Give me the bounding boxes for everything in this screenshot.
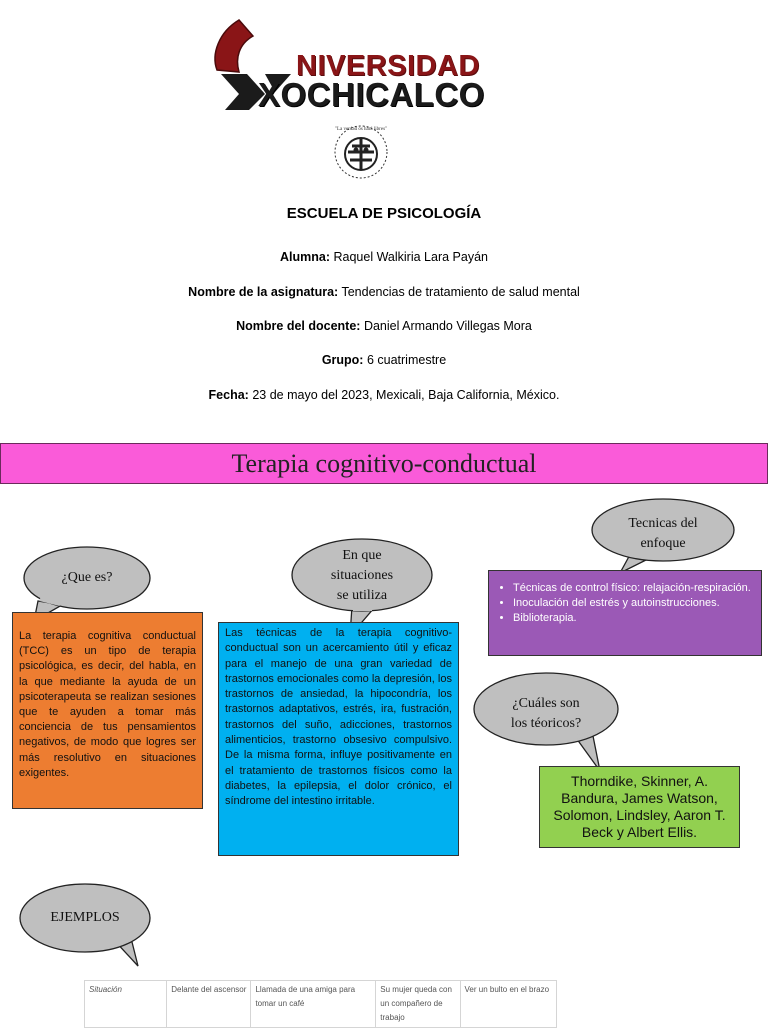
bubble-teoricos-line1: ¿Cuáles son (512, 696, 580, 711)
student-value: Raquel Walkiria Lara Payán (333, 250, 488, 264)
group-line (0, 353, 768, 367)
teacher-label: Nombre del docente: (236, 319, 361, 333)
techniques-box (488, 570, 762, 656)
table-cell: Situación (85, 981, 167, 1028)
table-cell: Su mujer queda con un compañero de trabajo (376, 981, 460, 1028)
bubble-tecnicas-line2: enfoque (640, 536, 686, 551)
page-title-banner: Terapia cognitivo-conductual (0, 443, 768, 484)
teacher-value: Daniel Armando Villegas Mora (363, 319, 532, 333)
examples-table (84, 980, 557, 1028)
bubble-tecnicas-line1: Tecnicas del (628, 516, 698, 531)
table-cell: Delante del ascensor (167, 981, 251, 1028)
subject-value: Tendencias de tratamiento de salud mental (341, 285, 580, 299)
school-title: ESCUELA DE PSICOLOGÍA (286, 205, 482, 222)
techniques-list (497, 581, 753, 626)
bubble-que-es-text: ¿Que es? (61, 570, 113, 585)
teacher-line (0, 319, 768, 333)
table-cell: Ver un bulto en el brazo (460, 981, 556, 1028)
date-line (0, 388, 768, 402)
subject-label: Nombre de la asignatura: (188, 285, 339, 299)
subject-line (0, 285, 768, 299)
definition-box: La terapia cognitiva conductual (TCC) es un tipo de terapia psicológica, es decir, del habla, en la que mediante la ayuda de un psicoterapeuta se realizan sesiones que te ayuden a tomar más conciencia de tus pensamientos negativos, de modo que logres ser más resolutivo en situaciones exigentes. (12, 612, 203, 809)
group-value: 6 cuatrimestre (366, 353, 447, 367)
table-row (85, 981, 557, 1028)
theorists-box: Thorndike, Skinner, A. Bandura, James Watson, Solomon, Lindsley, Aaron T. Beck y Albert Ellis. (539, 766, 740, 848)
student-line (0, 250, 768, 264)
bubble-situaciones-line3: se utiliza (336, 588, 388, 603)
technique-item: • Inoculación del estrés y autoinstrucciones. (513, 596, 753, 611)
bubble-teoricos-line2: los téoricos? (510, 716, 582, 731)
logo-wordmark-bottom: XOCHICALCO (258, 76, 485, 113)
bubble-tecnicas-text (596, 514, 730, 554)
situations-box: Las técnicas de la terapia cognitivo-conductual son un acercamiento útil y eficaz para el manejo de una gran variedad de trastornos emocionales como la depresión, los trastornos de ansiedad, la hipocondría, los trastornos adaptativos, estrés, ira, fustración, trastornos del suño, adicciones, trastornos alimenticios, trastorno obsesivo compulsivo. De la misma forma, influye positivamente en el tratamiento de trastornos físicos como la diabetes, la epilepsia, el dolor crónico, el síndrome del intestino irritable. (218, 622, 459, 856)
bubble-situaciones-text (296, 546, 428, 606)
group-label: Grupo: (321, 353, 364, 367)
technique-item: • Biblioterapia. (513, 611, 753, 626)
student-label: Alumna: (280, 250, 331, 264)
logo-wordmark-top: NIVERSIDAD (296, 50, 480, 82)
bubble-situaciones-line2: situaciones (330, 568, 394, 583)
seal-motto: "La verdad os hará libres" (334, 127, 388, 132)
bubble-situaciones-line1: En que (342, 548, 382, 563)
bubble-ejemplos-text: EJEMPLOS (50, 910, 120, 925)
bubble-teoricos-text (478, 694, 614, 734)
date-label: Fecha: (208, 388, 249, 402)
technique-item: • Técnicas de control físico: relajación-respiración. (513, 581, 753, 596)
table-cell: Llamada de una amiga para tomar un café (251, 981, 376, 1028)
university-seal (326, 122, 396, 182)
date-value: 23 de mayo del 2023, Mexicali, Baja California, México. (252, 388, 560, 402)
